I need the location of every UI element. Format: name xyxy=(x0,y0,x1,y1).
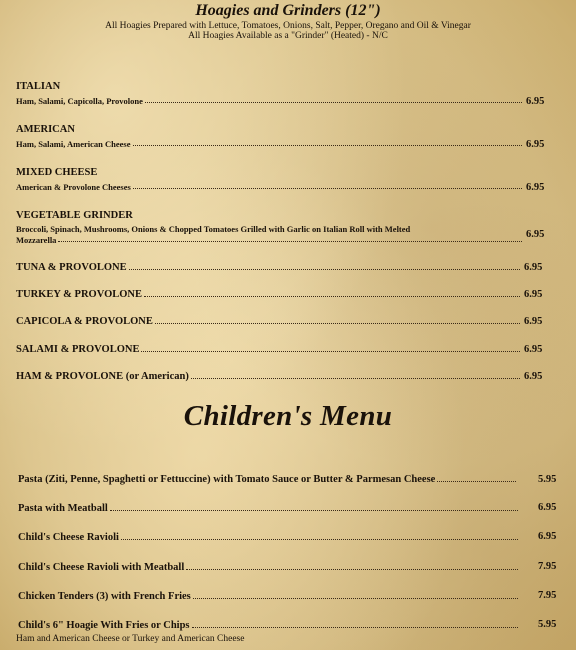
menu-item-price: 6.95 xyxy=(524,289,543,300)
menu-item-price: 7.95 xyxy=(538,590,557,601)
dot-leader xyxy=(133,145,523,146)
dot-leader xyxy=(121,539,518,540)
dot-leader xyxy=(129,269,520,270)
dot-leader xyxy=(145,102,522,103)
menu-item-name: MIXED CHEESE xyxy=(16,167,98,178)
menu-item-price: 6.95 xyxy=(524,316,543,327)
menu-item-name: AMERICAN xyxy=(16,124,75,135)
menu-item-row xyxy=(16,262,522,273)
menu-item-desc: Ham, Salami, Capicolla, Provolone xyxy=(16,96,143,106)
hoagies-note-2: All Hoagies Available as a "Grinder" (Heated) - N/C xyxy=(188,31,388,41)
menu-item-name: TURKEY & PROVOLONE xyxy=(16,289,142,300)
menu-item-name: Chicken Tenders (3) with French Fries xyxy=(18,591,191,602)
menu-item-name: ITALIAN xyxy=(16,81,61,92)
dot-leader xyxy=(141,351,520,352)
menu-item-row xyxy=(18,532,520,543)
dot-leader xyxy=(186,569,518,570)
menu-item-name: CAPICOLA & PROVOLONE xyxy=(16,316,153,327)
menu-item-price: 5.95 xyxy=(538,474,557,485)
menu-item-price: 6.95 xyxy=(526,229,545,240)
menu-item-price: 6.95 xyxy=(538,531,557,542)
menu-item-price: 6.95 xyxy=(524,344,543,355)
menu-item-name: TUNA & PROVOLONE xyxy=(16,262,127,273)
menu-item-row xyxy=(18,503,520,514)
menu-item-desc: American & Provolone Cheeses xyxy=(16,182,131,192)
menu-item-desc: Ham, Salami, American Cheese xyxy=(16,139,131,149)
menu-item-row xyxy=(18,620,520,631)
menu-item-name: SALAMI & PROVOLONE xyxy=(16,344,140,355)
menu-item-name: Pasta (Ziti, Penne, Spaghetti or Fettuccine) with Tomato Sauce or Butter & Parmesan Cheese xyxy=(18,474,436,485)
dot-leader xyxy=(144,296,520,297)
menu-item-desc: Mozzarella xyxy=(16,235,57,245)
menu-item-price: 5.95 xyxy=(538,619,557,630)
menu-item-price: 6.95 xyxy=(526,139,545,150)
hoagies-note-1: All Hoagies Prepared with Lettuce, Tomatoes, Onions, Salt, Pepper, Oregano and Oil & Vinegar xyxy=(105,21,471,31)
dot-leader xyxy=(133,188,522,189)
menu-item-price: 6.95 xyxy=(524,371,543,382)
dot-leader xyxy=(155,323,520,324)
dot-leader xyxy=(58,241,522,242)
menu-item-row xyxy=(16,96,524,106)
menu-item-price: 7.95 xyxy=(538,561,557,572)
menu-item-row xyxy=(18,474,518,485)
menu-item-price: 6.95 xyxy=(538,502,557,513)
menu-item-row xyxy=(16,316,522,327)
dot-leader xyxy=(193,598,518,599)
menu-item-price: 6.95 xyxy=(524,262,543,273)
menu-item-price: 6.95 xyxy=(526,182,545,193)
menu-item-row xyxy=(16,139,524,149)
menu-item-row xyxy=(18,591,520,602)
menu-item-price: 6.95 xyxy=(526,96,545,107)
menu-item-name: VEGETABLE GRINDER xyxy=(16,210,133,221)
menu-item-desc: Broccoli, Spinach, Mushrooms, Onions & Chopped Tomatoes Grilled with Garlic on Italian Roll with Melted xyxy=(16,224,411,234)
children-menu-title: Children's Menu xyxy=(183,400,393,432)
menu-item-row xyxy=(16,235,524,245)
menu-item-name: Pasta with Meatball xyxy=(18,503,108,514)
menu-item-row xyxy=(16,289,522,300)
menu-item-row xyxy=(18,562,520,573)
menu-item-row xyxy=(16,182,524,192)
hoagies-title: Hoagies and Grinders (12") xyxy=(195,2,381,19)
menu-item-note: Ham and American Cheese or Turkey and American Cheese xyxy=(16,634,245,644)
menu-item-name: Child's Cheese Ravioli xyxy=(18,532,119,543)
menu-item-name: Child's 6" Hoagie With Fries or Chips xyxy=(18,620,190,631)
dot-leader xyxy=(192,627,518,628)
menu-item-name: HAM & PROVOLONE (or American) xyxy=(16,371,189,382)
menu-item-name: Child's Cheese Ravioli with Meatball xyxy=(18,562,185,573)
dot-leader xyxy=(110,510,518,511)
dot-leader xyxy=(191,378,520,379)
menu-item-row xyxy=(16,344,522,355)
dot-leader xyxy=(437,481,516,482)
menu-item-row xyxy=(16,371,522,382)
